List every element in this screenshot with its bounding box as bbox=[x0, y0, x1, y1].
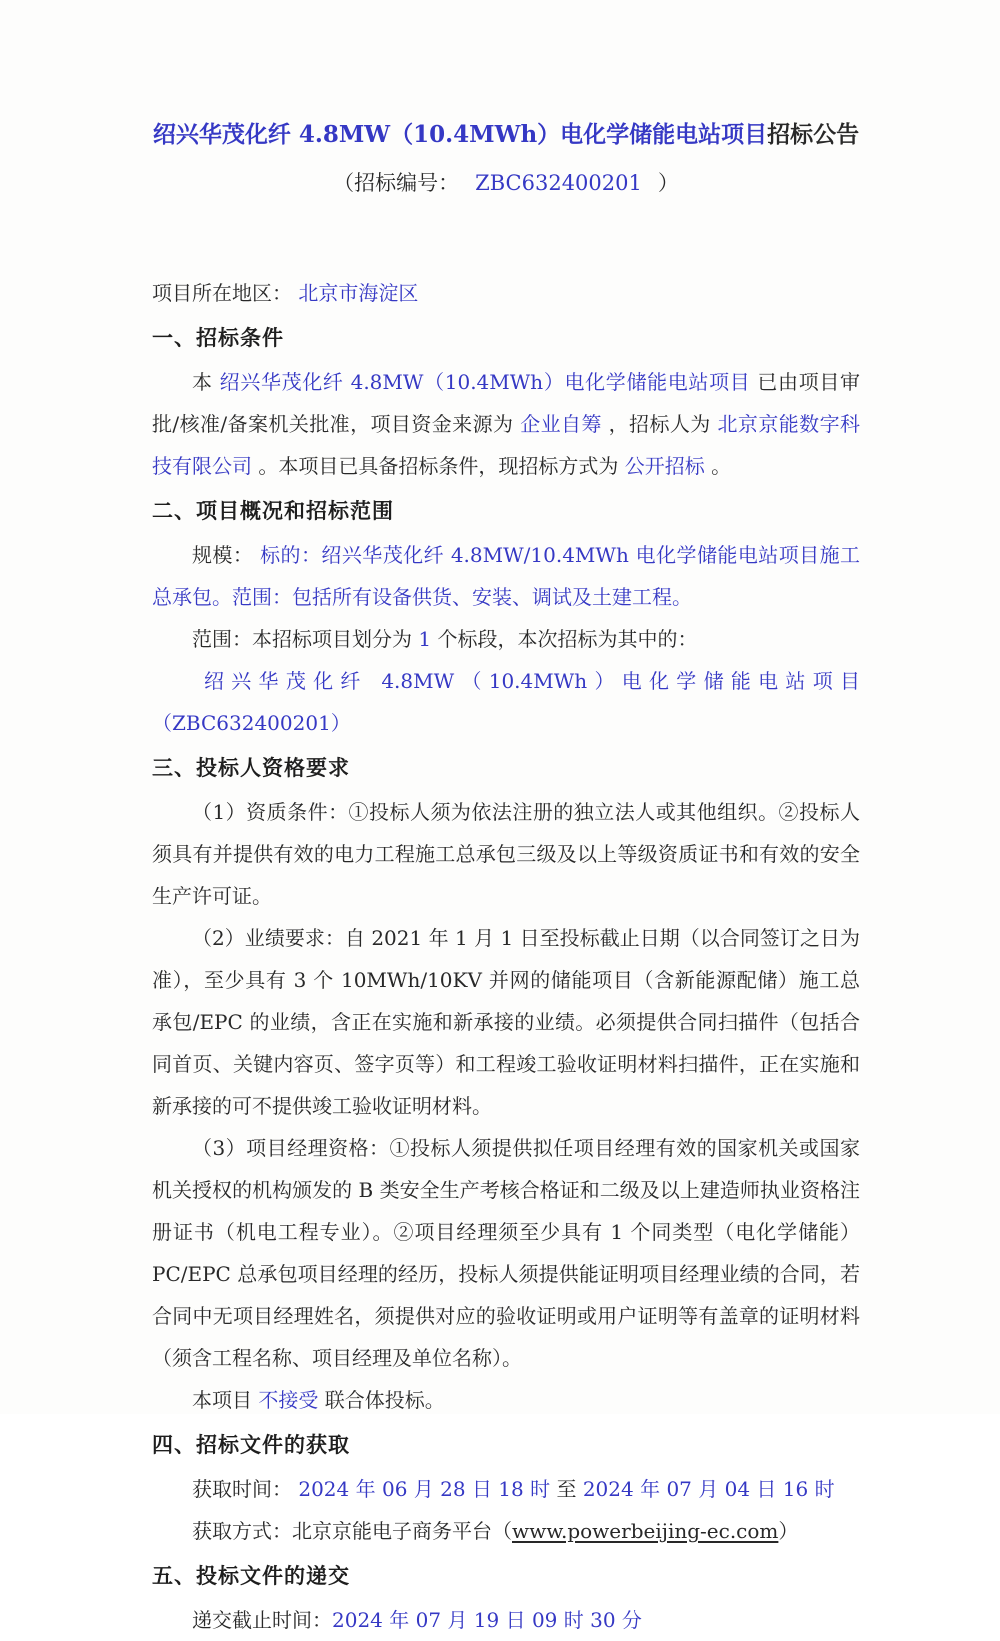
tender-number-close: ） bbox=[657, 171, 679, 195]
obtain-time-end: 2024 年 07 月 04 日 16 时 bbox=[582, 1477, 835, 1501]
consortium-text: 本项目 bbox=[192, 1388, 259, 1412]
scale-value: 标的：绍兴华茂化纤 4.8MW/10.4MWh 电化学储能电站项目施工总承包。范围：包括所有设备供货、安装、调试及土建工程。 bbox=[152, 543, 860, 609]
p1-tender-method: 公开招标 bbox=[624, 454, 705, 478]
obtain-time-to: 至 bbox=[550, 1477, 583, 1501]
section-5-heading: 五、投标文件的递交 bbox=[152, 1564, 350, 1588]
section-4-heading: 四、招标文件的获取 bbox=[152, 1433, 350, 1457]
scope-text: 范围：本招标项目划分为 bbox=[192, 627, 419, 651]
p1-text: ，招标人为 bbox=[601, 412, 718, 436]
p1-text: 。本项目已具备招标条件，现招标方式为 bbox=[252, 454, 625, 478]
section-1-paragraph bbox=[152, 361, 860, 487]
section-count: 1 bbox=[418, 627, 432, 651]
section-1-heading: 一、招标条件 bbox=[152, 326, 284, 350]
tender-number-label: （招标编号： bbox=[333, 171, 460, 195]
obtain-time-label: 获取时间： bbox=[192, 1477, 299, 1501]
consortium-line bbox=[152, 1379, 860, 1421]
tender-number-value: ZBC632400201 bbox=[475, 171, 642, 195]
title-announcement-suffix: 招标公告 bbox=[767, 121, 860, 148]
submission-deadline-value: 2024 年 07 月 19 日 09 时 30 分 bbox=[332, 1608, 642, 1632]
p1-project-name: 绍兴华茂化纤 4.8MW（10.4MWh）电化学储能电站项目 bbox=[219, 370, 758, 394]
obtain-time-start: 2024 年 06 月 28 日 18 时 bbox=[298, 1477, 551, 1501]
section-name-line bbox=[152, 660, 860, 744]
obtain-method-line bbox=[152, 1510, 860, 1552]
title-project-name: 绍兴华茂化纤 4.8MW（10.4MWh）电化学储能电站项目 bbox=[152, 121, 768, 148]
project-location-label: 项目所在地区： bbox=[152, 281, 292, 305]
p1-text: 已由项目审批/核准/备案机关批准，项目资金来源为 bbox=[152, 370, 861, 436]
obtain-method-label: 获取方式：北京京能电子商务平台（ bbox=[192, 1519, 512, 1543]
document-title bbox=[152, 118, 860, 152]
section-project-name: 绍兴华茂化纤 4.8MW（10.4MWh）电化学储能电站项目（ZBC632400201） bbox=[152, 669, 860, 735]
section-2-heading: 二、项目概况和招标范围 bbox=[152, 499, 394, 523]
obtain-method-close: ） bbox=[778, 1519, 799, 1543]
p1-tenderer-name: 北京京能数字科技有限公司 bbox=[152, 412, 861, 478]
p1-text: 。 bbox=[704, 454, 732, 478]
scope-paragraph bbox=[152, 618, 860, 660]
obtain-time-line bbox=[152, 1468, 860, 1510]
consortium-text: 联合体投标。 bbox=[318, 1388, 445, 1412]
submission-deadline-line bbox=[152, 1599, 860, 1641]
scale-paragraph bbox=[152, 534, 860, 618]
submission-deadline-label: 递交截止时间： bbox=[192, 1608, 332, 1632]
p1-funding-source: 企业自筹 bbox=[520, 412, 602, 436]
performance-paragraph: （2）业绩要求：自 2021 年 1 月 1 日至投标截止日期（以合同签订之日为准），至少具有 3 个 10MWh/10KV 并网的储能项目（含新能源配储）施工总承包/EPC 的业绩，含正在实施和新承接的业绩。必须提供合同扫描件（包括合同首页、关键内容页、签字页等）和工程竣工验收证明材料扫描件，正在实施和新承接的可不提供竣工验收证明材料。 bbox=[152, 926, 860, 1118]
qualification-paragraph: （1）资质条件：①投标人须为依法注册的独立法人或其他组织。②投标人须具有并提供有效的电力工程施工总承包三级及以上等级资质证书和有效的安全生产许可证。 bbox=[152, 800, 860, 908]
project-location-value: 北京市海淀区 bbox=[298, 281, 419, 305]
scope-text: 个标段，本次招标为其中的： bbox=[431, 627, 698, 651]
tender-number-line bbox=[152, 168, 860, 198]
scale-label: 规模： bbox=[192, 543, 261, 567]
consortium-not-accepted: 不接受 bbox=[258, 1388, 319, 1412]
project-location-line bbox=[152, 272, 860, 314]
project-manager-paragraph: （3）项目经理资格：①投标人须提供拟任项目经理有效的国家机关或国家机关授权的机构颁发的 B 类安全生产考核合格证和二级及以上建造师执业资格注册证书（机电工程专业）。②项目经理须至少具有 1 个同类型（电化学储能）PC/EPC 总承包项目经理的经历，投标人须提供能证明项目经理业绩的合同，若合同中无项目经理姓名，须提供对应的验收证明或用户证明等有盖章的证明材料（须含工程名称、项目经理及单位名称）。 bbox=[152, 1136, 860, 1370]
p1-text: 本 bbox=[192, 370, 220, 394]
platform-url-link[interactable]: www.powerbeijing-ec.com bbox=[512, 1519, 779, 1543]
section-3-heading: 三、投标人资格要求 bbox=[152, 756, 350, 780]
